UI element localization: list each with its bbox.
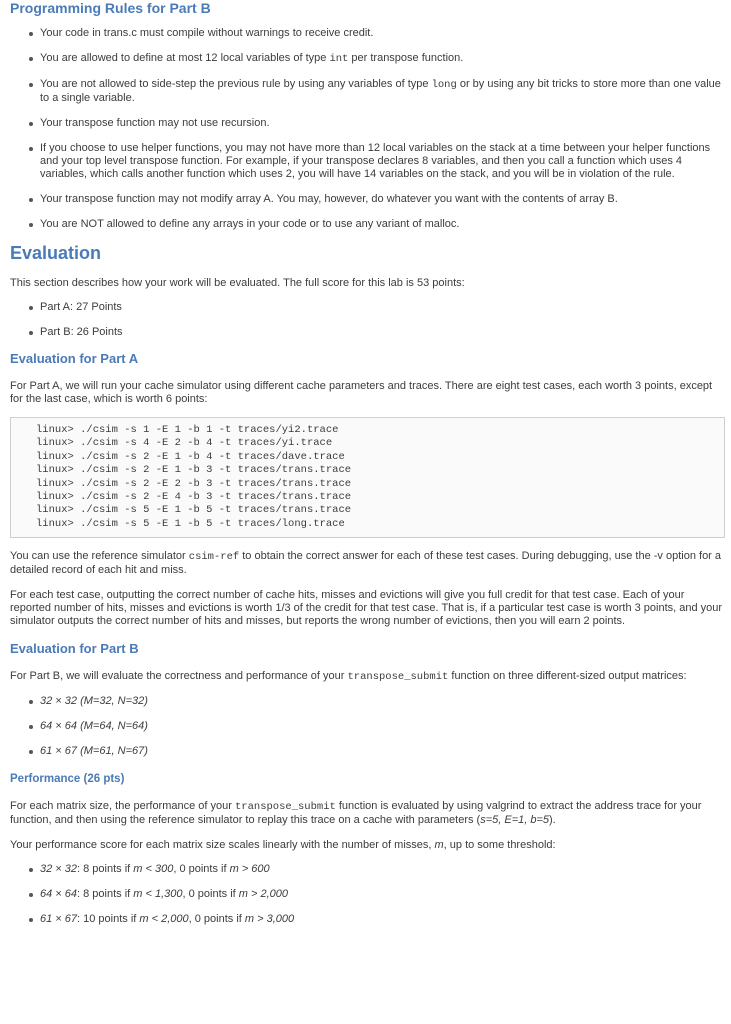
part-b-heading: Evaluation for Part B	[10, 641, 139, 657]
rules-heading: Programming Rules for Part B	[10, 0, 211, 16]
rules-list	[10, 27, 725, 231]
part-a-heading: Evaluation for Part A	[10, 351, 139, 366]
command-line: linux> ./csim -s 4 -E 2 -b 4 -t traces/yi.trace	[36, 437, 333, 450]
performance-desc: For each matrix size, the performance of your transpose_submit function is evaluated by using valgrind to extract the address trace for your function, and then using the reference simulator to replay this trace on a cache with parameters (s=5, E=1, b=5).	[10, 800, 702, 827]
performance-scale-note: Your performance score for each matrix size scales linearly with the number of misses, m, up to some threshold:	[10, 839, 556, 852]
command-line: linux> ./csim -s 5 -E 1 -b 5 -t traces/long.trace	[36, 517, 345, 530]
command-line: linux> ./csim -s 5 -E 1 -b 5 -t traces/trans.trace	[36, 504, 352, 517]
matrix-size-item: 32 × 32 (M=32, N=32)	[10, 695, 725, 708]
performance-heading: Performance (26 pts)	[10, 773, 125, 786]
rule-item: Your transpose function may not modify array A. You may, however, do whatever you want with the contents of array B.	[10, 193, 725, 206]
part-a-credit: For each test case, outputting the correct number of cache hits, misses and evictions will give you full credit for that test case. Each of your reported number of hits, misses and evictions is worth 1/3 of the credit for that test case. That is, if a particular test case is worth 3 points, and your simulator outputs the correct number of hits and misses, but reports the wrong number of evictions, then you will earn 2 points.	[10, 589, 723, 628]
command-listing	[10, 417, 725, 538]
part-b-points: Part B: 26 Points	[10, 326, 725, 339]
rule-item: If you choose to use helper functions, you may not have more than 12 local variables on the stack at a time between your helper functions and your top level transpose function. For example, if your transpose declares 8 variables, and then you call a function which uses 4 variables, which calls another function which uses 2, you will have 14 variables on the stack, and you will be in violation of the rule.	[10, 142, 725, 181]
part-a-points: Part A: 27 Points	[10, 301, 725, 314]
command-line: linux> ./csim -s 2 -E 4 -b 3 -t traces/trans.trace	[36, 491, 352, 504]
command-line: linux> ./csim -s 2 -E 1 -b 4 -t traces/dave.trace	[36, 450, 345, 463]
threshold-item: 61 × 67: 10 points if m < 2,000, 0 points if m > 3,000	[10, 913, 725, 926]
threshold-list	[10, 863, 725, 926]
matrix-size-item: 61 × 67 (M=61, N=67)	[10, 745, 725, 758]
evaluation-intro: This section describes how your work will be evaluated. The full score for this lab is 53 points:	[10, 277, 465, 289]
command-line: linux> ./csim -s 2 -E 1 -b 3 -t traces/trans.trace	[36, 464, 352, 477]
part-a-intro: For Part A, we will run your cache simulator using different cache parameters and traces. There are eight test cases, each worth 3 points, except for the last case, which is worth 6 points:	[10, 380, 713, 405]
reference-simulator-note: You can use the reference simulator csim-ref to obtain the correct answer for each of these test cases. During debugging, use the -v option for a detailed record of each hit and miss.	[10, 550, 722, 577]
part-b-intro: For Part B, we will evaluate the correctness and performance of your transpose_submit function on three different-sized output matrices:	[10, 670, 687, 684]
rule-item: You are not allowed to side-step the previous rule by using any variables of type long or by using any bit tricks to store more than one value to a single variable.	[10, 78, 725, 105]
threshold-item: 64 × 64: 8 points if m < 1,300, 0 points if m > 2,000	[10, 888, 725, 901]
matrix-size-item: 64 × 64 (M=64, N=64)	[10, 720, 725, 733]
command-line: linux> ./csim -s 2 -E 2 -b 3 -t traces/trans.trace	[36, 477, 352, 490]
evaluation-heading: Evaluation	[10, 243, 102, 263]
command-line: linux> ./csim -s 1 -E 1 -b 1 -t traces/yi2.trace	[36, 424, 339, 436]
evaluation-parts-list	[10, 301, 725, 339]
threshold-item: 32 × 32: 8 points if m < 300, 0 points if m > 600	[10, 863, 725, 876]
rule-item: You are NOT allowed to define any arrays in your code or to use any variant of malloc.	[10, 218, 725, 231]
rule-item: You are allowed to define at most 12 local variables of type int per transpose function.	[10, 52, 725, 66]
rule-item: Your code in trans.c must compile without warnings to receive credit.	[10, 27, 725, 40]
rule-item: Your transpose function may not use recursion.	[10, 117, 725, 130]
matrix-size-list	[10, 695, 725, 758]
